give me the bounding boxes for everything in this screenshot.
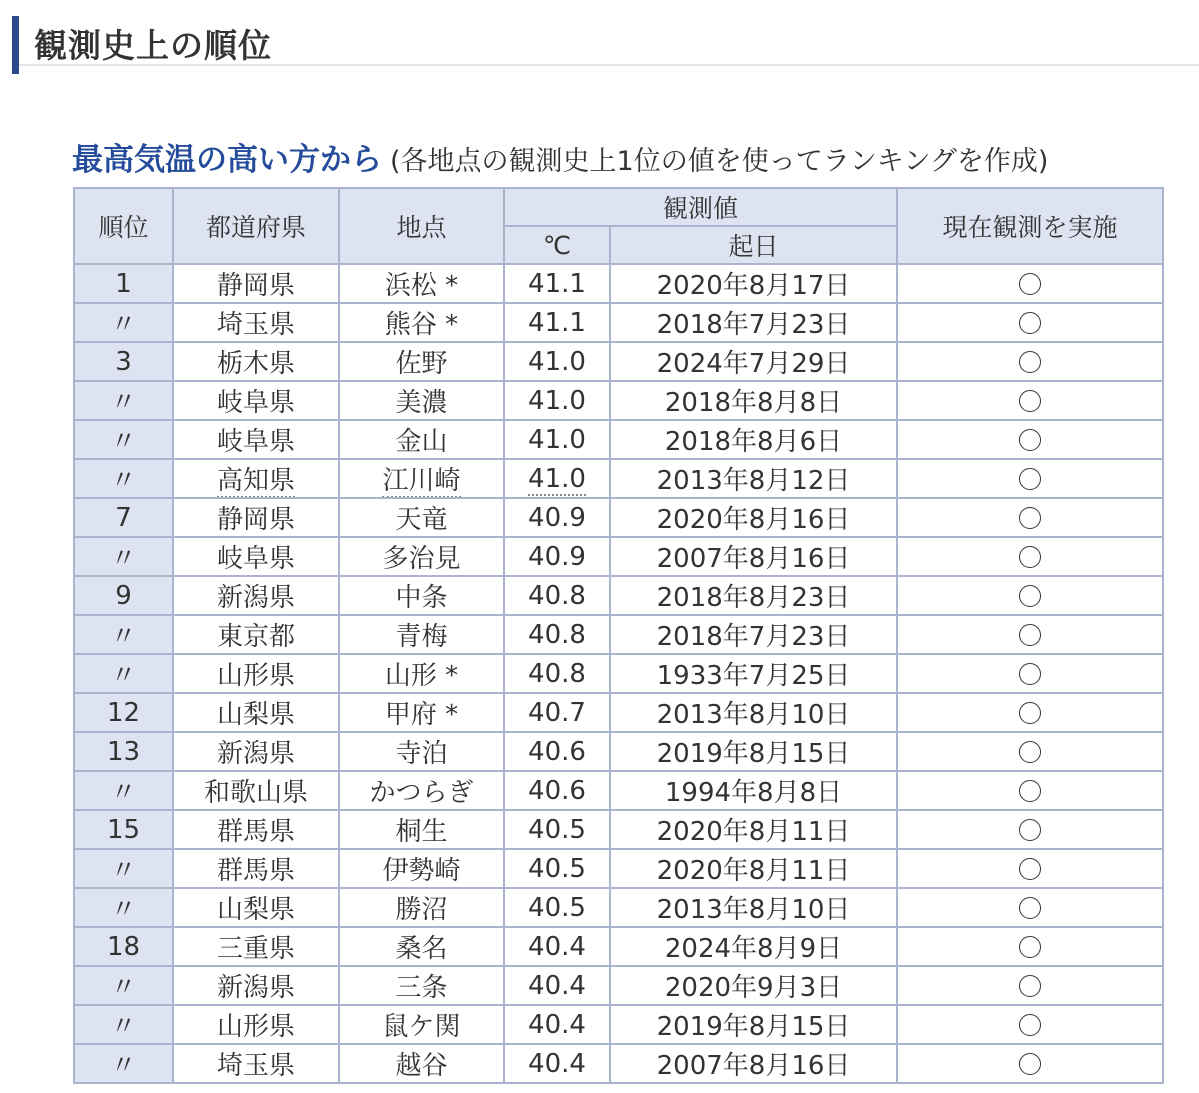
station-cell: 美濃 <box>339 381 504 420</box>
current-observation-cell <box>897 1044 1163 1083</box>
current-observation-cell <box>897 459 1163 498</box>
header-date: 起日 <box>610 226 897 264</box>
temperature-cell: 40.4 <box>504 966 610 1005</box>
page-title: 観測史上の順位 <box>34 26 272 65</box>
current-observation-cell <box>897 771 1163 810</box>
prefecture-cell: 東京都 <box>173 615 339 654</box>
circle-icon <box>1019 1053 1041 1075</box>
table-row <box>74 615 1163 654</box>
table-row <box>74 420 1163 459</box>
station-cell: 中条 <box>339 576 504 615</box>
table-row <box>74 927 1163 966</box>
table-row <box>74 1044 1163 1083</box>
circle-icon <box>1019 936 1041 958</box>
station-cell <box>339 459 504 498</box>
prefecture-cell: 新潟県 <box>173 966 339 1005</box>
prefecture-cell: 栃木県 <box>173 342 339 381</box>
table-row <box>74 342 1163 381</box>
circle-icon <box>1019 351 1041 373</box>
temperature-cell: 40.6 <box>504 732 610 771</box>
temperature-cell: 41.0 <box>504 342 610 381</box>
prefecture-cell: 新潟県 <box>173 576 339 615</box>
circle-icon <box>1019 507 1041 529</box>
station-cell: 金山 <box>339 420 504 459</box>
date-cell: 2020年8月17日 <box>610 264 897 303</box>
date-cell: 2024年7月29日 <box>610 342 897 381</box>
temperature-cell: 41.0 <box>504 381 610 420</box>
current-observation-cell <box>897 342 1163 381</box>
current-observation-cell <box>897 264 1163 303</box>
header-rank: 順位 <box>74 188 173 264</box>
current-observation-cell <box>897 498 1163 537</box>
circle-icon <box>1019 312 1041 334</box>
prefecture-cell: 埼玉県 <box>173 1044 339 1083</box>
station-cell: 勝沼 <box>339 888 504 927</box>
current-observation-cell <box>897 966 1163 1005</box>
temperature-cell: 41.1 <box>504 303 610 342</box>
date-cell: 1933年7月25日 <box>610 654 897 693</box>
temperature-cell: 40.8 <box>504 615 610 654</box>
circle-icon <box>1019 780 1041 802</box>
prefecture-cell-text: 高知県 <box>216 466 295 496</box>
station-cell: 浜松 * <box>339 264 504 303</box>
station-cell: 佐野 <box>339 342 504 381</box>
table-row <box>74 966 1163 1005</box>
date-cell: 2018年7月23日 <box>610 303 897 342</box>
circle-icon <box>1019 1014 1041 1036</box>
header-temperature: ℃ <box>504 226 610 264</box>
table-row <box>74 693 1163 732</box>
rank-cell: 〃 <box>74 771 173 810</box>
circle-icon <box>1019 624 1041 646</box>
station-cell: 桑名 <box>339 927 504 966</box>
rank-cell: 3 <box>74 342 173 381</box>
station-cell: 伊勢崎 <box>339 849 504 888</box>
temperature-cell: 40.9 <box>504 498 610 537</box>
ranking-table <box>73 187 1164 1084</box>
temperature-cell: 40.8 <box>504 576 610 615</box>
table-row <box>74 1005 1163 1044</box>
prefecture-cell: 山形県 <box>173 654 339 693</box>
date-cell: 2018年7月23日 <box>610 615 897 654</box>
header-observed: 観測値 <box>504 188 897 226</box>
station-cell: 越谷 <box>339 1044 504 1083</box>
rank-cell: 15 <box>74 810 173 849</box>
rank-cell: 〃 <box>74 849 173 888</box>
station-cell: 青梅 <box>339 615 504 654</box>
station-cell: 三条 <box>339 966 504 1005</box>
rank-cell: 〃 <box>74 654 173 693</box>
rank-cell: 〃 <box>74 303 173 342</box>
table-row <box>74 537 1163 576</box>
table-row <box>74 264 1163 303</box>
date-cell: 2007年8月16日 <box>610 1044 897 1083</box>
rank-cell: 〃 <box>74 888 173 927</box>
circle-icon <box>1019 897 1041 919</box>
table-row <box>74 888 1163 927</box>
table-row <box>74 810 1163 849</box>
header-current: 現在観測を実施 <box>897 188 1163 264</box>
date-cell: 2018年8月6日 <box>610 420 897 459</box>
temperature-cell: 40.5 <box>504 810 610 849</box>
circle-icon <box>1019 975 1041 997</box>
prefecture-cell: 埼玉県 <box>173 303 339 342</box>
station-cell: 熊谷 * <box>339 303 504 342</box>
prefecture-cell: 山梨県 <box>173 693 339 732</box>
rank-cell: 〃 <box>74 420 173 459</box>
circle-icon <box>1019 819 1041 841</box>
current-observation-cell <box>897 693 1163 732</box>
temperature-cell <box>504 459 610 498</box>
section-heading <box>72 134 1048 179</box>
rank-cell: 12 <box>74 693 173 732</box>
circle-icon <box>1019 390 1041 412</box>
current-observation-cell <box>897 849 1163 888</box>
circle-icon <box>1019 663 1041 685</box>
station-cell: 寺泊 <box>339 732 504 771</box>
table-header-row <box>74 188 1163 226</box>
current-observation-cell <box>897 615 1163 654</box>
rank-cell: 〃 <box>74 615 173 654</box>
prefecture-cell: 三重県 <box>173 927 339 966</box>
station-cell-text: 江川崎 <box>382 466 461 496</box>
circle-icon <box>1019 546 1041 568</box>
date-cell: 2019年8月15日 <box>610 1005 897 1044</box>
date-cell: 2018年8月23日 <box>610 576 897 615</box>
station-cell: 桐生 <box>339 810 504 849</box>
prefecture-cell: 岐阜県 <box>173 420 339 459</box>
temperature-cell: 40.4 <box>504 1044 610 1083</box>
section-note: (各地点の観測史上1位の値を使ってランキングを作成) <box>390 146 1049 177</box>
prefecture-cell: 群馬県 <box>173 810 339 849</box>
rank-cell: 1 <box>74 264 173 303</box>
rank-cell: 〃 <box>74 966 173 1005</box>
prefecture-cell: 静岡県 <box>173 264 339 303</box>
date-cell: 2013年8月10日 <box>610 693 897 732</box>
current-observation-cell <box>897 303 1163 342</box>
prefecture-cell: 静岡県 <box>173 498 339 537</box>
prefecture-cell: 山形県 <box>173 1005 339 1044</box>
page-header <box>12 8 1199 66</box>
date-cell: 2013年8月10日 <box>610 888 897 927</box>
table-body <box>74 264 1163 1083</box>
table-row <box>74 381 1163 420</box>
prefecture-cell: 和歌山県 <box>173 771 339 810</box>
date-cell: 2013年8月12日 <box>610 459 897 498</box>
circle-icon <box>1019 741 1041 763</box>
header-prefecture: 都道府県 <box>173 188 339 264</box>
date-cell: 1994年8月8日 <box>610 771 897 810</box>
date-cell: 2020年8月11日 <box>610 849 897 888</box>
table-row <box>74 849 1163 888</box>
current-observation-cell <box>897 576 1163 615</box>
prefecture-cell: 岐阜県 <box>173 381 339 420</box>
current-observation-cell <box>897 381 1163 420</box>
station-cell: 天竜 <box>339 498 504 537</box>
rank-cell: 9 <box>74 576 173 615</box>
table-row <box>74 576 1163 615</box>
date-cell: 2020年9月3日 <box>610 966 897 1005</box>
current-observation-cell <box>897 810 1163 849</box>
temperature-cell-text: 41.0 <box>528 463 586 494</box>
circle-icon <box>1019 585 1041 607</box>
circle-icon <box>1019 468 1041 490</box>
current-observation-cell <box>897 1005 1163 1044</box>
date-cell: 2020年8月16日 <box>610 498 897 537</box>
rank-cell: 7 <box>74 498 173 537</box>
date-cell: 2007年8月16日 <box>610 537 897 576</box>
rank-cell: 18 <box>74 927 173 966</box>
table-row <box>74 459 1163 498</box>
table-row <box>74 654 1163 693</box>
station-cell: 多治見 <box>339 537 504 576</box>
station-cell: 山形 * <box>339 654 504 693</box>
rank-cell: 〃 <box>74 381 173 420</box>
current-observation-cell <box>897 927 1163 966</box>
prefecture-cell: 群馬県 <box>173 849 339 888</box>
circle-icon <box>1019 429 1041 451</box>
current-observation-cell <box>897 732 1163 771</box>
circle-icon <box>1019 858 1041 880</box>
date-cell: 2024年8月9日 <box>610 927 897 966</box>
table-row <box>74 303 1163 342</box>
current-observation-cell <box>897 888 1163 927</box>
current-observation-cell <box>897 420 1163 459</box>
date-cell: 2018年8月8日 <box>610 381 897 420</box>
temperature-cell: 40.4 <box>504 927 610 966</box>
date-cell: 2019年8月15日 <box>610 732 897 771</box>
station-cell: 甲府 * <box>339 693 504 732</box>
circle-icon <box>1019 273 1041 295</box>
header-station: 地点 <box>339 188 504 264</box>
rank-cell: 〃 <box>74 1044 173 1083</box>
circle-icon <box>1019 702 1041 724</box>
table-row <box>74 498 1163 537</box>
temperature-cell: 41.0 <box>504 420 610 459</box>
prefecture-cell <box>173 459 339 498</box>
prefecture-cell: 山梨県 <box>173 888 339 927</box>
temperature-cell: 40.9 <box>504 537 610 576</box>
rank-cell: 〃 <box>74 459 173 498</box>
station-cell: かつらぎ <box>339 771 504 810</box>
temperature-cell: 40.8 <box>504 654 610 693</box>
current-observation-cell <box>897 537 1163 576</box>
prefecture-cell: 新潟県 <box>173 732 339 771</box>
rank-cell: 〃 <box>74 1005 173 1044</box>
temperature-cell: 40.4 <box>504 1005 610 1044</box>
temperature-cell: 40.6 <box>504 771 610 810</box>
prefecture-cell: 岐阜県 <box>173 537 339 576</box>
rank-cell: 13 <box>74 732 173 771</box>
section-title: 最高気温の高い方から <box>72 142 382 178</box>
temperature-cell: 40.5 <box>504 849 610 888</box>
current-observation-cell <box>897 654 1163 693</box>
rank-cell: 〃 <box>74 537 173 576</box>
temperature-cell: 40.5 <box>504 888 610 927</box>
table-row <box>74 732 1163 771</box>
temperature-cell: 41.1 <box>504 264 610 303</box>
date-cell: 2020年8月11日 <box>610 810 897 849</box>
station-cell: 鼠ケ関 <box>339 1005 504 1044</box>
header-accent-bar <box>12 16 19 74</box>
table-row <box>74 771 1163 810</box>
temperature-cell: 40.7 <box>504 693 610 732</box>
